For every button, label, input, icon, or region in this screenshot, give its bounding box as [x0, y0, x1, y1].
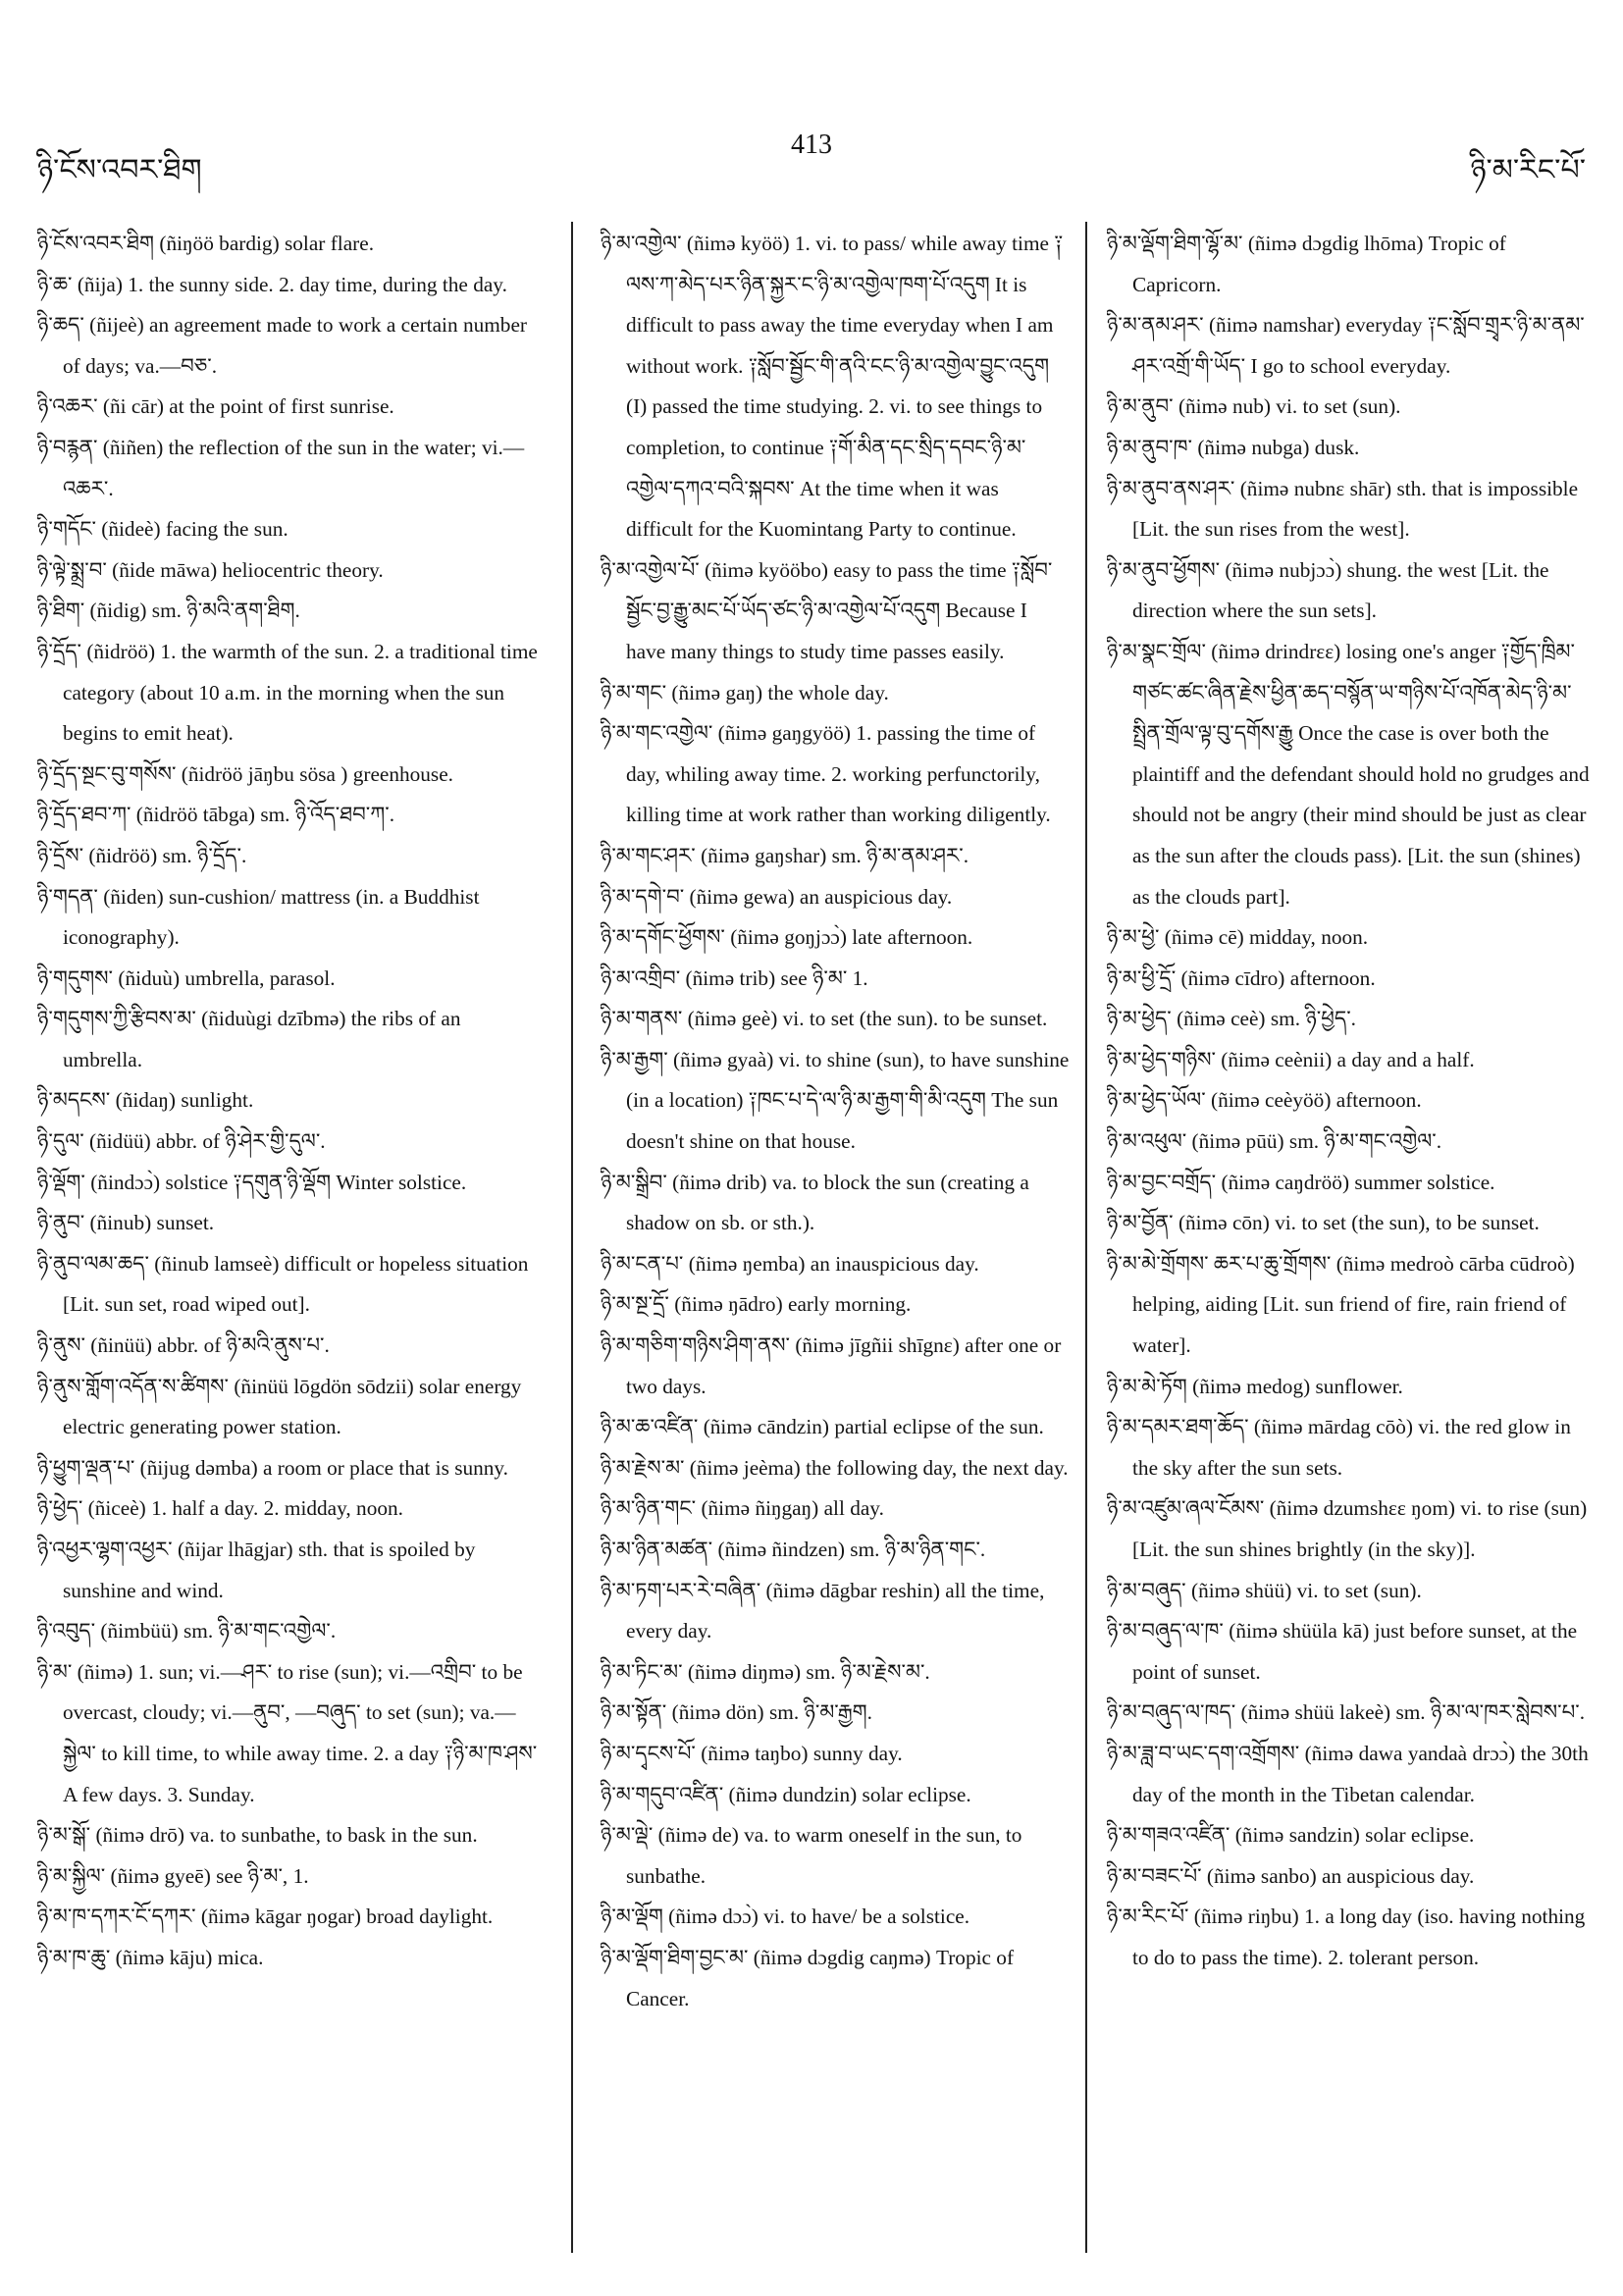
- dictionary-entry: ཉི་མ་ལྡོག་ཐིག་ལྷོ་མ་ (ñimə dɔgdig lhōma) Tropic of Capricorn.: [1107, 232, 1506, 296]
- dictionary-entry: ཉི་ནུབ་ (ñinub) sunset.: [37, 1211, 215, 1235]
- dictionary-entry: ཉི་མ་ལྡོག་ཐིག་བྱང་མ་ (ñimə dɔgdig caŋmə) Tropic of Cancer.: [601, 1945, 1015, 2010]
- dictionary-entry: ཉི་མ་བཞུད་ལ་ཁད་ (ñimə shüü lakeè) sm. ཉི་མ་ལ་ཁར་སླེབས་པ་.: [1107, 1700, 1586, 1725]
- dictionary-entry: ཉི་ལྡོག་ (ñindɔɔ̀) solstice ༑དགུན་ཉི་ལྡོག Winter solstice.: [37, 1170, 467, 1194]
- dictionary-entry: ཉི་མ་མེ་གྲོགས་ ཆར་པ་ཆུ་གྲོགས་ (ñimə medroò cārba cūdroò) helping, aiding [Lit. sun friend of fire, rain friend of water].: [1107, 1251, 1575, 1358]
- dictionary-entry: ཉི་མ་བྱང་བགྲོད་ (ñimə caŋdröö) summer solstice.: [1107, 1170, 1495, 1194]
- dictionary-entry: ཉི་མ་འཛུམ་ཞལ་ངོམས་ (ñimə dzumshɛɛ ŋom) vi. to rise (sun) [Lit. the sun shines brightly (in the sky)].: [1107, 1496, 1588, 1561]
- dictionary-entry: ཉི་ངོས་འབར་ཐིག (ñiŋöö bardig) solar flare.: [37, 232, 375, 255]
- dictionary-entry: ཉི་མ་ (ñimə) 1. sun; vi.—ཤར་ to rise (sun); vi.—འགྲིབ་ to be overcast, cloudy; vi.—ནུབ་, —བཞུད་ to set (sun); va.—སྐྱེལ་ to kill time, to while away time. 2. a day ༑ཉི་མ་ཁ་ཤས་ A few days. 3. Sunday.: [37, 1659, 538, 1806]
- dictionary-entry: ཉི་མ་ཕྱི་དྲོ་ (ñimə cīdro) afternoon.: [1107, 965, 1376, 990]
- dictionary-entry: ཉི་བརྙན་ (ñiñen) the reflection of the sun in the water; vi.—འཆར་.: [37, 435, 525, 500]
- page-number: 413: [791, 130, 832, 160]
- dictionary-entry: ཉི་མ་ནམ་ཤར་ (ñimə namshar) everyday ༑ང་སློབ་གྲྭར་ཉི་མ་ནམ་ཤར་འགྲོ་གི་ཡོད་ I go to school everyday.: [1107, 313, 1585, 378]
- dictionary-entry: ཉི་གདུགས་ཀྱི་རྩིབས་མ་ (ñiduùgi dzībmə) the ribs of an umbrella.: [37, 1007, 461, 1071]
- page-header: [37, 130, 1586, 186]
- dictionary-entry: ཉི་མ་དགོང་ཕྱོགས་ (ñimə goŋjɔɔ̀) late afternoon.: [601, 925, 973, 950]
- dictionary-entry: ཉི་མ་ནུབ་ཕྱོགས་ (ñimə nubjɔɔ̀) shung. the west [Lit. the direction where the sun sets].: [1107, 557, 1549, 623]
- dictionary-entry: ཉི་དྲོད་ཐབ་ཀ་ (ñidröö tābga) sm. ཉི་འོད་ཐབ་ཀ་.: [37, 803, 395, 827]
- dictionary-entry: ཉི་མ་ཏིང་མ་ (ñimə diŋmə) sm. ཉི་མ་རྗེས་མ་.: [601, 1659, 930, 1684]
- dictionary-entry: ཉི་དྲོད་ (ñidröö) 1. the warmth of the sun. 2. a traditional time category (about 10 a.m. in the morning when the sun begins to emit heat).: [37, 639, 538, 746]
- dictionary-entry: ཉི་མ་གཟའ་འཛིན་ (ñimə sandzin) solar eclipse.: [1107, 1823, 1475, 1848]
- dictionary-entry: ཉི་འཕྱར་ལྷག་འཕྱར་ (ñijar lhāgjar) sth. that is spoiled by sunshine and wind.: [37, 1538, 476, 1602]
- column-divider-right: [1085, 222, 1087, 2253]
- dictionary-entry: ཉི་མ་གང་ཤར་ (ñimə gaŋshar) sm. ཉི་མ་ནམ་ཤར་.: [601, 843, 969, 867]
- dictionary-entry: ཉི་དྲོད་སྔང་བུ་གསོས་ (ñidröö jāŋbu sösa ) greenhouse.: [37, 761, 454, 786]
- dictionary-entry: ཉི་མ་ཟླ་བ་ཡང་དག་འགྲོགས་ (ñimə dawa yandaà drɔɔ̀) the 30th day of the month in the Tibetan calendar.: [1107, 1741, 1589, 1806]
- dictionary-entry: ཉི་དུལ་ (ñidüü) abbr. of ཉི་ཤེར་གྱི་དུལ་.: [37, 1129, 326, 1154]
- dictionary-entry: ཉི་མ་སྒོ་ (ñimə drō) va. to sunbathe, to bask in the sun.: [37, 1823, 478, 1848]
- dictionary-entry: ཉི་མ་འགྱེལ་པོ་ (ñimə kyööbo) easy to pass the time ༑སློབ་སྦྱོང་བྱ་རྒྱུ་མང་པོ་ཡོད་ཙང་ཉི་མ་འགྱེལ་པོ་འདུག Because I have many things to study time passes easily.: [601, 557, 1053, 663]
- dictionary-entry: ཉི་མ་ཕྱེད་གཉིས་ (ñimə ceènii) a day and a half.: [1107, 1047, 1475, 1071]
- dictionary-entry: ཉི་མ་དྭངས་པོ་ (ñimə taŋbo) sunny day.: [601, 1741, 903, 1765]
- dictionary-entry: ཉི་མ་སྟོན་ (ñimə dön) sm. ཉི་མ་རྒྱག.: [601, 1700, 872, 1725]
- dictionary-entry: ཉི་མ་མེ་ཏོག (ñimə medog) sunflower.: [1107, 1374, 1403, 1398]
- right-guide-word: ཉི་མ་རིང་པོ་: [1470, 154, 1586, 186]
- left-guide-word: ཉི་ངོས་འབར་ཐིག: [37, 154, 202, 186]
- dictionary-entry: ཉི་མ་ནུབ་ནས་ཤར་ (ñimə nubnɛ shār) sth. that is impossible [Lit. the sun rises from the west].: [1107, 476, 1579, 542]
- dictionary-entry: ཉི་མ་སྒྲིབ་ (ñimə drib) va. to block the sun (creating a shadow on sb. or sth.).: [601, 1170, 1029, 1235]
- column-right: [1107, 224, 1592, 2265]
- dictionary-entry: ཉི་མ་ནུབ་ཁ་ (ñimə nubga) dusk.: [1107, 435, 1360, 459]
- dictionary-entry: ཉི་མ་གང་ (ñimə gaŋ) the whole day.: [601, 680, 889, 704]
- dictionary-entry: ཉི་མ་ངན་པ་ (ñimə ŋemba) an inauspicious day.: [601, 1251, 979, 1276]
- dictionary-entry: ཉི་མ་སྐྱིལ་ (ñimə gyeē) see ཉི་མ་, 1.: [37, 1863, 309, 1888]
- dictionary-entry: ཉི་མ་རིང་པོ་ (ñimə riŋbu) 1. a long day (iso. having nothing to do to pass the time). 2. tolerant person.: [1107, 1905, 1586, 1969]
- dictionary-entry: ཉི་མ་ལྡོག (ñimə dɔɔ̀) vi. to have/ be a solstice.: [601, 1905, 970, 1929]
- dictionary-entry: ཉི་མ་ཕྱེད་ཡོལ་ (ñimə ceèyöö) afternoon.: [1107, 1088, 1422, 1113]
- dictionary-entry: ཉི་ཕྱེད་ (ñiceè) 1. half a day. 2. midday, noon.: [37, 1496, 403, 1521]
- dictionary-entry: ཉི་འཆར་ (ñi cār) at the point of first sunrise.: [37, 394, 394, 419]
- dictionary-entry: ཉི་མ་སྔ་དྲོ་ (ñimə ŋādro) early morning.: [601, 1292, 912, 1317]
- dictionary-entry: ཉི་མ་ལྡེ་ (ñimə de) va. to warm oneself in the sun, to sunbathe.: [601, 1823, 1022, 1888]
- dictionary-entry: ཉི་མ་སྣང་གྲོལ་ (ñimə drindrɛɛ) losing one's anger ༑གྱོད་ཁྲིམ་གཙང་ཚང་ཞིན་རྗེས་ཕྱིན་ཆད་བསྙོན་ཡ་གཉིས་པོ་འཁོན་མེད་ཉི་མ་སྤྲིན་གྲོལ་ལྟ་བུ་དགོས་རྒྱུ Once the case is over both the plaintiff and the defendant should hold no grudges and should not be angry (their mind should be just as clear as the sun after the clouds pass). [Lit. the sun (shines) as the clouds part].: [1107, 639, 1590, 909]
- dictionary-entry: ཉི་མ་བཞུད་ལ་ཁ་ (ñimə shüüla kā) just before sunset, at the point of sunset.: [1107, 1619, 1578, 1684]
- dictionary-entry: ཉི་མ་འགྱེལ་ (ñimə kyöö) 1. vi. to pass/ while away time ༑ལས་ཀ་མེད་པར་ཉིན་སྐྱར་ང་ཉི་མ་འགྱེལ་ཁག་པོ་འདུག It is difficult to pass away the time everyday when I am without work. ༑སློབ་སྦྱོང་གི་ནའི་ངང་ཉི་མ་འགྱེལ་བྱུང་འདུག (I) passed the time studying. 2. vi. to see things to completion, to continue ༑གོ་མིན་དང་སྲིད་དབང་ཉི་མ་འགྱེལ་དཀའ་བའི་སྐབས་ At the time when it was difficult for the Kuomintang Party to continue.: [601, 232, 1064, 542]
- dictionary-entry: ཉི་མ་རྒྱག་ (ñimə gyaà) vi. to shine (sun), to have sunshine (in a location) ༑ཁང་པ་དེ་ལ་ཉི་མ་རྒྱག་གི་མི་འདུག The sun doesn't shine on that house.: [601, 1047, 1070, 1154]
- dictionary-entry: ཉི་མ་ཆ་འཛིན་ (ñimə cāndzin) partial eclipse of the sun.: [601, 1415, 1044, 1439]
- dictionary-entry: ཉི་ཐིག་ (ñidig) sm. ཉི་མའི་ནག་ཐིག.: [37, 599, 300, 623]
- dictionary-entry: ཉི་མ་དམར་ཐག་ཆོད་ (ñimə mārdag cōò) vi. the red glow in the sky after the sun sets.: [1107, 1415, 1571, 1480]
- dictionary-entry: ཉི་མ་བཟང་པོ་ (ñimə sanbo) an auspicious day.: [1107, 1863, 1475, 1888]
- dictionary-entry: ཉི་མདངས་ (ñidaŋ) sunlight.: [37, 1088, 254, 1113]
- dictionary-entry: ཉི་ནུས་ (ñinüü) abbr. of ཉི་མའི་ནུས་པ་.: [37, 1333, 330, 1358]
- dictionary-entry: ཉི་དྲོས་ (ñidröö) sm. ཉི་དྲོད་.: [37, 843, 247, 867]
- column-middle: [601, 224, 1070, 2265]
- dictionary-entry: ཉི་མ་རྗེས་མ་ (ñimə jeèma) the following day, the next day.: [601, 1455, 1069, 1480]
- dictionary-entry: ཉི་གདུགས་ (ñiduù) umbrella, parasol.: [37, 965, 336, 990]
- dictionary-entry: ཉི་གདན་ (ñiden) sun-cushion/ mattress (in. a Buddhist iconography).: [37, 884, 480, 950]
- dictionary-entry: ཉི་མ་ཉིན་མཚན་ (ñimə ñindzen) sm. ཉི་མ་ཉིན་གང་.: [601, 1538, 986, 1561]
- dictionary-entry: ཉི་གདོང་ (ñideè) facing the sun.: [37, 517, 288, 542]
- dictionary-entry: ཉི་ཆད་ (ñijeè) an agreement made to work a certain number of days; va.—བཅ་.: [37, 313, 527, 378]
- dictionary-entry: ཉི་མ་གང་འགྱེལ་ (ñimə gaŋgyöö) 1. passing the time of day, whiling away time. 2. working perfunctorily, killing time at work rather than working diligently.: [601, 721, 1051, 827]
- dictionary-entry: ཉི་མ་བཞུད་ (ñimə shüü) vi. to set (sun).: [1107, 1578, 1422, 1602]
- dictionary-entry: ཉི་མ་ནུབ་ (ñimə nub) vi. to set (sun).: [1107, 394, 1401, 419]
- column-left: [37, 224, 542, 2265]
- dictionary-entry: ཉི་མ་གདུབ་འཛིན་ (ñimə dundzin) solar eclipse.: [601, 1782, 971, 1806]
- dictionary-entry: ཉི་ནུས་གློག་འདོན་ས་ཚིགས་ (ñinüü lōgdön sōdzii) solar energy electric generating power station.: [37, 1374, 522, 1439]
- dictionary-entry: ཉི་མ་ཁ་དཀར་ངོ་དཀར་ (ñimə kāgar ŋogar) broad daylight.: [37, 1905, 494, 1929]
- dictionary-entry: ཉི་ནུབ་ལམ་ཆད་ (ñinub lamseè) difficult or hopeless situation [Lit. sun set, road wiped out].: [37, 1251, 529, 1317]
- column-divider-left: [571, 222, 573, 2253]
- dictionary-entry: ཉི་མ་འཕུལ་ (ñimə pūü) sm. ཉི་མ་གང་འགྱེལ་.: [1107, 1129, 1442, 1154]
- dictionary-entry: ཉི་མ་ཕྱེ་ (ñimə cē) midday, noon.: [1107, 925, 1369, 950]
- dictionary-entry: ཉི་མ་བྱོན་ (ñimə cōn) vi. to set (the sun), to be sunset.: [1107, 1211, 1540, 1235]
- dictionary-entry: ཉི་མ་ཉིན་གང་ (ñimə ñiŋgaŋ) all day.: [601, 1496, 884, 1521]
- dictionary-entry: ཉི་མ་འགྲིབ་ (ñimə trib) see ཉི་མ་ 1.: [601, 965, 868, 990]
- dictionary-entry: ཉི་མ་ཏག་པར་རེ་བཞིན་ (ñimə dāgbar reshin) all the time, every day.: [601, 1578, 1045, 1644]
- dictionary-entry: ཉི་མ་ཕྱེད་ (ñimə ceè) sm. ཉི་ཕྱེད་.: [1107, 1007, 1356, 1031]
- dictionary-entry: ཉི་འབུད་ (ñimbüü) sm. ཉི་མ་གང་འགྱེལ་.: [37, 1619, 337, 1644]
- dictionary-entry: ཉི་མ་གནས་ (ñimə geè) vi. to set (the sun). to be sunset.: [601, 1007, 1048, 1031]
- dictionary-entry: ཉི་མ་གཅིག་གཉིས་ཤིག་ནས་ (ñimə jīgñii shīgnɛ) after one or two days.: [601, 1333, 1062, 1398]
- dictionary-entry: ཉི་ལྟེ་སྨྲ་བ་ (ñide māwa) heliocentric theory.: [37, 557, 384, 582]
- dictionary-entry: ཉི་ཆ་ (ñija) 1. the sunny side. 2. day time, during the day.: [37, 272, 507, 296]
- dictionary-entry: ཉི་མ་དགེ་བ་ (ñimə gewa) an auspicious day.: [601, 884, 953, 909]
- dictionary-entry: ཉི་ཕྱུག་ལྡན་པ་ (ñijug dəmba) a room or place that is sunny.: [37, 1455, 509, 1480]
- dictionary-entry: ཉི་མ་ཁ་ཆུ་ (ñimə kāju) mica.: [37, 1945, 264, 1969]
